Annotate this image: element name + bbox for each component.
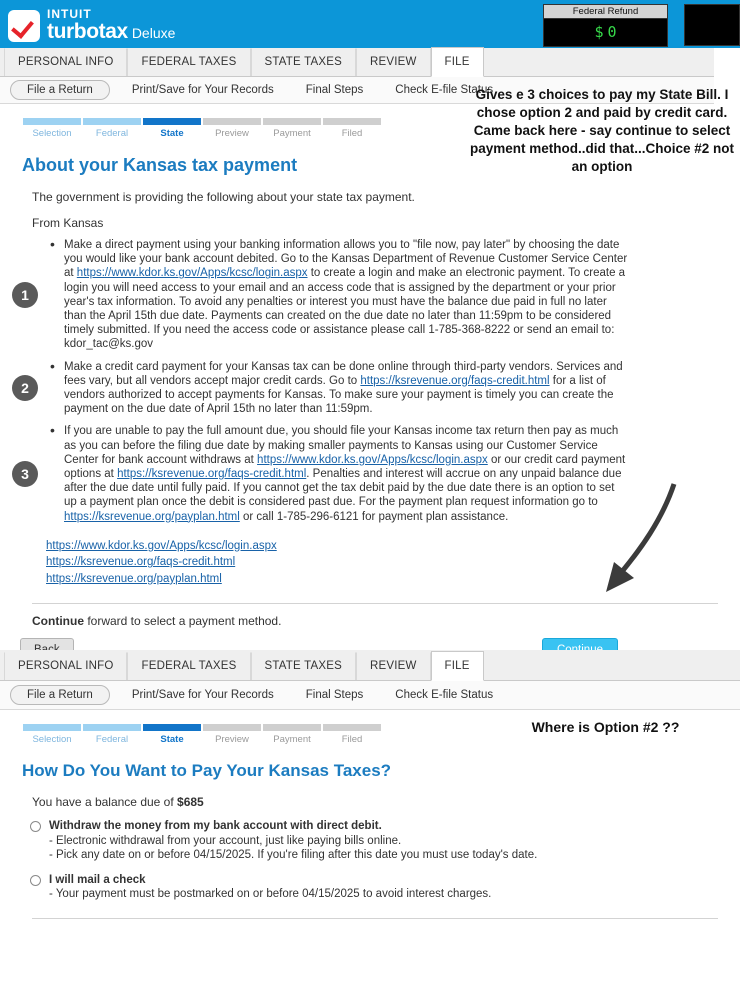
payment-option-item (0, 238, 740, 352)
radio-button[interactable] (30, 875, 41, 886)
continue-instruction (32, 603, 718, 628)
option-text: • If you are unable to pay the full amount due, you should file your Kansas income tax return then pay as much as you can before the filing due date by making smaller payments to Kansas using our Customer Service Center for bank account withdraws at https://www.kdor.ks.gov/Apps/kcsc/login.aspx or our credit card payment options at https://ksrevenue.org/faqs-credit.html. Penalties and interest will accrue on any unpaid balance due after the due date until fully paid. If you cannot get the tax debit paid by the due date there is an option to set up a payment plan once the debit is considered past due. For the payment plan request information go to https://ksrevenue.org/payplan.html or call 1-785-296-6121 for payment plan assistance. (48, 424, 628, 523)
progress-bar (143, 118, 201, 125)
progress-step-filed (322, 118, 382, 139)
inline-link[interactable]: https://ksrevenue.org/faqs-credit.html (117, 468, 307, 481)
payment-option-item (0, 360, 740, 417)
progress-step-payment (262, 118, 322, 139)
header-corner-panel (684, 4, 740, 46)
inline-link[interactable]: https://ksrevenue.org/payplan.html (64, 510, 240, 523)
progress-step-federal (82, 724, 142, 745)
subnav-print-save-for-your-records[interactable]: Print/Save for Your Records (131, 689, 274, 701)
progress-bar (323, 118, 381, 125)
subnav-print-save-for-your-records[interactable]: Print/Save for Your Records (131, 84, 274, 96)
option-body (49, 873, 491, 902)
option-number-badge: 3 (12, 461, 38, 487)
subnav-file-a-return[interactable]: File a Return (10, 685, 110, 705)
progress-bar (143, 724, 201, 731)
progress-bar (203, 724, 261, 731)
federal-refund-value (544, 19, 667, 46)
federal-refund-label: Federal Refund (544, 5, 667, 19)
progress-step-state (142, 724, 202, 745)
option-body (49, 819, 537, 863)
balance-due-prefix: You have a balance due of (32, 795, 178, 809)
progress-bar (263, 724, 321, 731)
option-detail-line: - Pick any date on or before 04/15/2025. If you're filing after this date you must use today's date. (49, 849, 538, 861)
refund-amount: 0 (607, 23, 617, 41)
subnav-file-a-return[interactable]: File a Return (10, 80, 110, 100)
annotation-arrow-icon (596, 480, 686, 600)
progress-bar (203, 118, 261, 125)
progress-step-selection (22, 724, 82, 745)
option-text: • Make a direct payment using your banking information allows you to "file now, pay later" by choosing the date you would like your bank account debited. Go to the Kansas Department of Revenue Customer Service Center at https://www.kdor.ks.gov/Apps/kcsc/login.aspx to create a login and make an electronic payment. To create a login you will need access to your email and an access code that is assigned by the department or your prior year's tax information. To avoid any penalties or interest you must have the balance due paid in full no later than the April 15th due date. Payments can created on the due date no later than 11:59pm to be considered timely submitted. If you need the access code or assistance please call 1-785-368-8222 or send an email to: kdor_tac@ks.gov (48, 238, 628, 352)
inline-link[interactable]: https://www.kdor.ks.gov/Apps/kcsc/login.aspx (76, 267, 308, 280)
progress-step-state (142, 118, 202, 139)
progress-step-label: Filed (341, 128, 363, 139)
intuit-wordmark: INTUIT (47, 7, 92, 21)
option-title: Withdraw the money from my bank account with direct debit. (49, 820, 382, 832)
option-title: I will mail a check (49, 873, 146, 886)
tab-federal-taxes[interactable]: FEDERAL TAXES (127, 652, 250, 680)
file-subnav-2[interactable] (0, 681, 740, 710)
option-number-badge: 1 (12, 282, 38, 308)
progress-step-preview (202, 118, 262, 139)
progress-step-federal (82, 118, 142, 139)
payment-method-option[interactable] (30, 873, 740, 902)
tab-file[interactable]: FILE (431, 47, 484, 77)
federal-refund-meter[interactable] (543, 4, 668, 47)
subnav-final-steps[interactable]: Final Steps (305, 84, 364, 96)
progress-step-label: Selection (32, 128, 72, 139)
progress-step-label: Federal (95, 734, 129, 745)
app-header (0, 0, 740, 48)
logo-text (47, 6, 175, 42)
progress-step-label: Preview (215, 128, 249, 139)
main-tabs[interactable] (0, 48, 714, 77)
progress-step-label: Filed (341, 734, 363, 745)
progress-tracker (22, 118, 382, 139)
progress-step-label: Preview (215, 734, 249, 745)
radio-button[interactable] (30, 821, 41, 832)
option-detail-line: - Your payment must be postmarked on or before 04/15/2025 to avoid interest charges. (49, 888, 492, 900)
page-title-2: How Do You Want to Pay Your Kansas Taxes? (22, 761, 392, 780)
reference-link[interactable]: https://ksrevenue.org/faqs-credit.html (46, 556, 236, 569)
payment-method-option[interactable] (30, 819, 740, 863)
annotation-note-2: Where is Option #2 ?? (531, 719, 680, 735)
progress-step-selection (22, 118, 82, 139)
progress-bar (23, 118, 81, 125)
progress-step-label: Payment (273, 734, 311, 745)
progress-step-preview (202, 724, 262, 745)
tab-file[interactable]: FILE (431, 651, 484, 681)
progress-bar (263, 118, 321, 125)
option-detail-line: - Electronic withdrawal from your account, just like paying bills online. (49, 834, 402, 847)
option-number-badge: 2 (12, 375, 38, 401)
progress-step-filed (322, 724, 382, 745)
tab-state-taxes[interactable]: STATE TAXES (251, 652, 356, 680)
payment-method-options[interactable] (0, 819, 740, 902)
progress-step-label: State (160, 128, 184, 139)
section-divider (32, 918, 718, 919)
reference-link[interactable]: https://ksrevenue.org/payplan.html (46, 572, 222, 585)
tab-federal-taxes[interactable]: FEDERAL TAXES (127, 48, 250, 76)
tab-personal-info[interactable]: PERSONAL INFO (4, 652, 127, 680)
balance-due-text (32, 795, 740, 809)
reference-link[interactable]: https://www.kdor.ks.gov/Apps/kcsc/login.aspx (46, 539, 277, 552)
progress-step-payment (262, 724, 322, 745)
second-screen (0, 650, 740, 919)
continue-instruction-rest: forward to select a payment method. (84, 614, 282, 629)
annotation-note-1: Gives e 3 choices to pay my State Bill. I chose option 2 and paid by credit card. Came back here - say continue to select payment method..did that...Choice #2 not an option (469, 87, 735, 174)
progress-tracker-2 (22, 724, 382, 745)
progress-bar (83, 724, 141, 731)
inline-link[interactable]: https://ksrevenue.org/faqs-credit.html (360, 374, 550, 387)
page-title: About your Kansas tax payment (22, 155, 298, 175)
subnav-check-e-file-status[interactable]: Check E-file Status (395, 689, 494, 701)
continue-instruction-bold: Continue (32, 614, 84, 629)
subnav-final-steps[interactable]: Final Steps (305, 689, 364, 701)
edition-label: Deluxe (131, 25, 176, 41)
progress-step-label: Selection (32, 734, 72, 745)
subnav-check-e-file-status[interactable]: Check E-file Status (395, 84, 494, 96)
balance-due-amount: $685 (177, 795, 204, 809)
tab-state-taxes[interactable]: STATE TAXES (251, 48, 356, 76)
checkmark-icon (8, 10, 40, 42)
tab-personal-info[interactable]: PERSONAL INFO (4, 48, 127, 76)
progress-bar (323, 724, 381, 731)
tab-review[interactable]: REVIEW (356, 652, 431, 680)
main-tabs-2[interactable] (0, 650, 740, 681)
state-source-label: From Kansas (32, 216, 104, 230)
tab-review[interactable]: REVIEW (356, 48, 431, 76)
progress-step-label: Federal (95, 128, 129, 139)
currency-symbol: $ (594, 23, 604, 41)
progress-step-label: State (160, 734, 184, 745)
progress-step-label: Payment (273, 128, 311, 139)
turbotax-wordmark: turbotax (47, 20, 128, 43)
inline-link[interactable]: https://www.kdor.ks.gov/Apps/kcsc/login.aspx (257, 453, 488, 466)
page-intro: The government is providing the following about your state tax payment. (32, 190, 415, 204)
progress-bar (83, 118, 141, 125)
progress-bar (23, 724, 81, 731)
turbotax-logo (8, 6, 175, 42)
option-text: • Make a credit card payment for your Kansas tax can be done online through third-party vendors. Services and fees vary, but all vendors accept major credit cards. Go to https://ksrevenue.org/faqs-credit.html for a list of vendors authorized to accept payments for Kansas. To make sure your payment is timely you can create the payment on the due date of April 15th no later than 11:59pm. (48, 360, 628, 417)
